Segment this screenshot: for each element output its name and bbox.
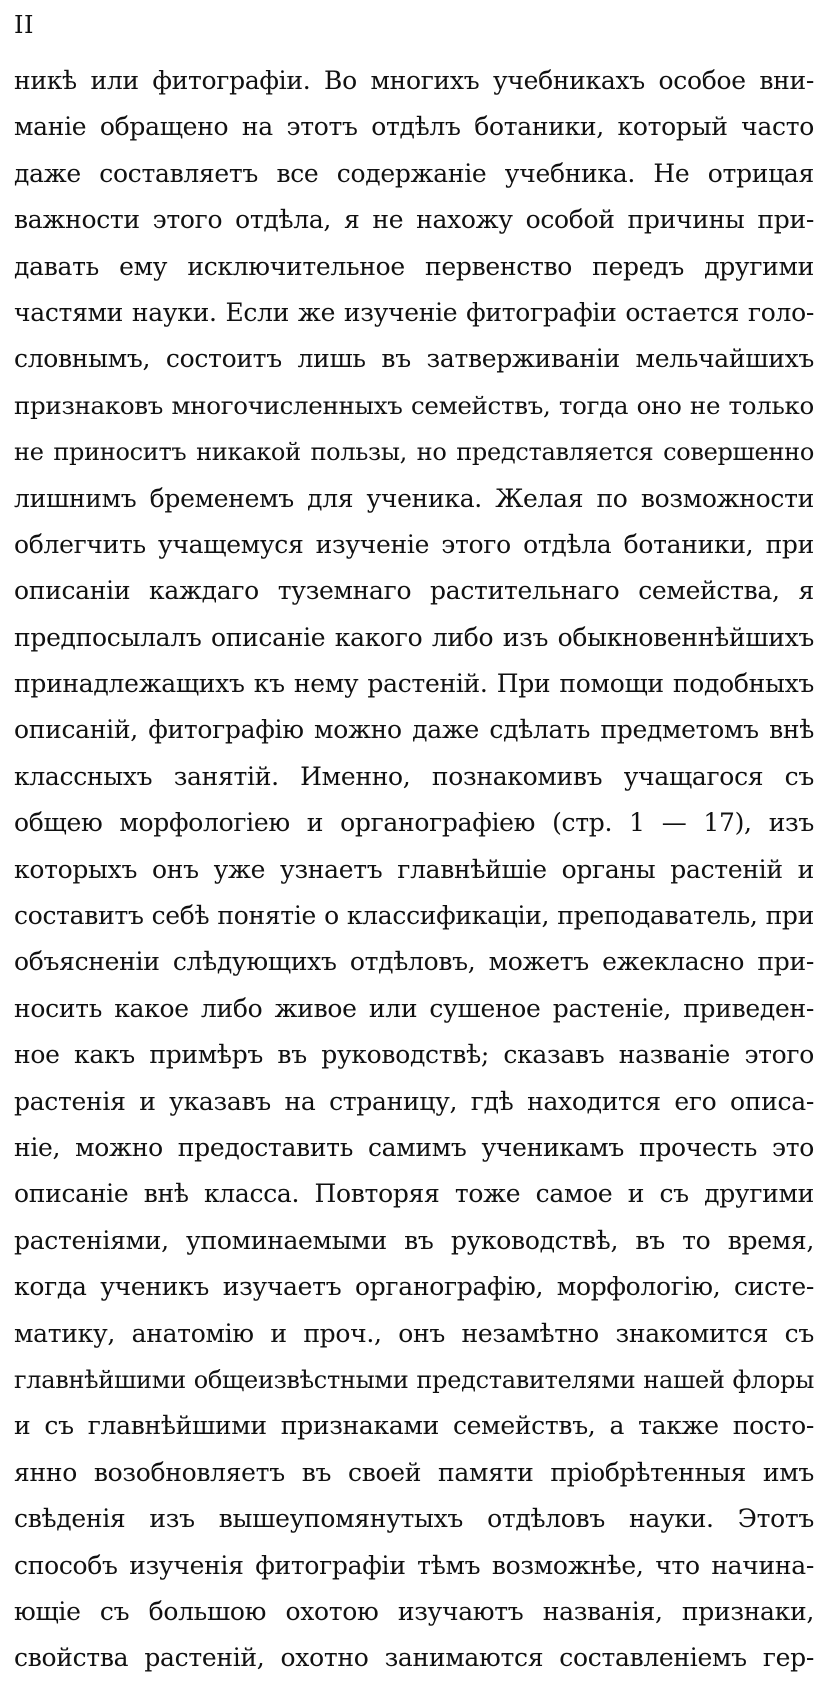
text-line: янно возобновляетъ въ своей памяти пріобрѣтенныя имъ	[14, 1457, 814, 1487]
text-line: маніе обращено на этотъ отдѣлъ ботаники, который часто	[14, 112, 814, 142]
text-line: даже составляетъ все содержаніе учебника. Не отрицая	[14, 158, 814, 188]
text-line: словнымъ, состоитъ лишь въ затверживаніи мельчайшихъ	[14, 344, 814, 374]
text-line: матику, анатомію и проч., онъ незамѣтно знакомится съ	[14, 1318, 814, 1348]
text-line: принадлежащихъ къ нему растеній. При помощи подобныхъ	[14, 669, 814, 699]
text-line: общею морфологіею и органографіею (стр. 1 — 17), изъ	[14, 808, 814, 838]
text-line: составитъ себѣ понятіе о классификаціи, преподаватель, при	[14, 901, 814, 931]
text-line: важности этого отдѣла, я не нахожу особой причины при-	[14, 205, 814, 235]
text-line: растеніями, упоминаемыми въ руководствѣ, въ то время,	[14, 1225, 814, 1255]
page-number: II	[14, 11, 34, 39]
text-line: частями науки. Если же изученіе фитографіи остается голо-	[14, 297, 814, 327]
text-line: ющіе съ большою охотою изучаютъ названія, признаки,	[14, 1596, 814, 1626]
text-line: давать ему исключительное первенство передъ другими	[14, 251, 814, 281]
text-line: способъ изученія фитографіи тѣмъ возможнѣе, что начина-	[14, 1550, 814, 1580]
text-line: не приноситъ никакой пользы, но представляется совершенно	[14, 438, 814, 467]
text-line: главнѣйшими общеизвѣстными представителями нашей флоры	[14, 1365, 814, 1394]
text-line: свѣденія изъ вышеупомянутыхъ отдѣловъ науки. Этотъ	[14, 1504, 814, 1534]
text-line: никѣ или фитографіи. Во многихъ учебникахъ особое вни-	[14, 66, 814, 95]
text-line: описаніе внѣ класса. Повторяя тоже самое и съ другими	[14, 1179, 814, 1209]
text-line: лишнимъ бременемъ для ученика. Желая по возможности	[14, 483, 814, 513]
text-line: когда ученикъ изучаетъ органографію, морфологію, систе-	[14, 1272, 814, 1302]
text-line: облегчить учащемуся изученіе этого отдѣла ботаники, при	[14, 529, 814, 559]
text-line: признаковъ многочисленныхъ семействъ, тогда оно не только	[14, 390, 814, 420]
text-line: классныхъ занятій. Именно, познакомивъ учащагося съ	[14, 761, 814, 791]
text-line: ніе, можно предоставить самимъ ученикамъ прочесть это	[14, 1132, 814, 1162]
text-line: свойства растеній, охотно занимаются составленіемъ гер-	[14, 1643, 814, 1673]
text-line: объясненіи слѣдующихъ отдѣловъ, можетъ ежекласно при-	[14, 947, 814, 977]
text-line: описаніи каждаго туземнаго растительнаго семейства, я	[14, 576, 814, 606]
text-line: растенія и указавъ на страницу, гдѣ находится его описа-	[14, 1086, 814, 1116]
text-line: описаній, фитографію можно даже сдѣлать предметомъ внѣ	[14, 715, 814, 745]
text-line: и съ главнѣйшими признаками семействъ, а также посто-	[14, 1411, 814, 1441]
text-line: ное какъ примѣръ въ руководствѣ; сказавъ названіе этого	[14, 1040, 814, 1070]
text-line: носить какое либо живое или сушеное растеніе, приведен-	[14, 993, 814, 1023]
body-text	[14, 58, 814, 1682]
text-line: которыхъ онъ уже узнаетъ главнѣйшіе органы растеній и	[14, 854, 814, 884]
text-line: предпосылалъ описаніе какого либо изъ обыкновеннѣйшихъ	[14, 622, 814, 652]
